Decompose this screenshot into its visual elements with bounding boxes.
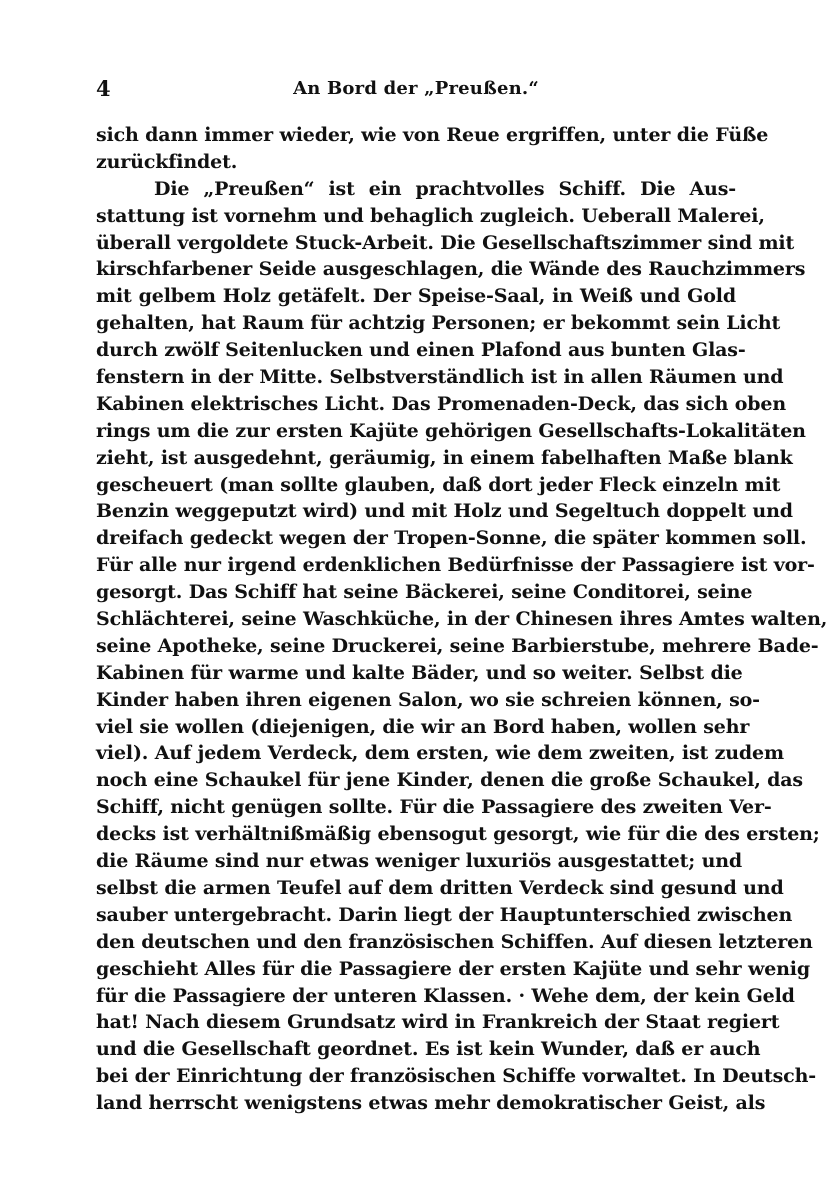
body-text — [96, 122, 828, 1117]
running-title: An Bord der „Preußen.“ — [293, 78, 539, 99]
text-line: Schlächterei, seine Waschküche, in der Chinesen ihres Amtes walten, — [96, 608, 828, 631]
text-line: die Räume sind nur etwas weniger luxuriös ausgestattet; und — [96, 850, 743, 873]
text-line: Kabinen elektrisches Licht. Das Promenaden-Deck, das sich oben — [96, 392, 787, 415]
text-line: für die Passagiere der unteren Klassen. · Wehe dem, der kein Geld — [96, 984, 795, 1007]
page-header — [96, 76, 736, 106]
text-line: rings um die zur ersten Kajüte gehörigen Gesellschafts-Lokalitäten — [96, 419, 806, 442]
text-line: viel). Auf jedem Verdeck, dem ersten, wie dem zweiten, ist zudem — [96, 742, 784, 765]
text-line: zieht, ist ausgedehnt, geräumig, in einem fabelhaften Maße blank — [96, 446, 793, 469]
text-line: Kabinen für warme und kalte Bäder, und so weiter. Selbst die — [96, 661, 743, 684]
text-line: Schiff, nicht genügen sollte. Für die Passagiere des zweiten Ver- — [96, 796, 772, 819]
text-line: geschieht Alles für die Passagiere der ersten Kajüte und sehr wenig — [96, 957, 811, 980]
text-line: sich dann immer wieder, wie von Reue ergriffen, unter die Füße — [96, 124, 769, 146]
text-line: Die „Preußen“ ist ein prachtvolles Schiff. Die Aus- — [154, 177, 736, 200]
text-line: sauber untergebracht. Darin liegt der Hauptunterschied zwischen — [96, 903, 793, 926]
text-line: gescheuert (man sollte glauben, daß dort jeder Fleck einzeln mit — [96, 473, 781, 496]
text-line: selbst die armen Teufel auf dem dritten Verdeck sind gesund und — [96, 876, 784, 899]
text-line: hat! Nach diesem Grundsatz wird in Frankreich der Staat regiert — [96, 1011, 780, 1034]
text-line: bei der Einrichtung der französischen Schiffe vorwaltet. In Deutsch- — [96, 1065, 817, 1088]
text-line: den deutschen und den französischen Schiffen. Auf diesen letzteren — [96, 930, 813, 953]
text-line: dreifach gedeckt wegen der Tropen-Sonne, die später kommen soll. — [96, 527, 807, 550]
text-line: mit gelbem Holz getäfelt. Der Speise-Saal, in Weiß und Gold — [96, 285, 736, 308]
text-line: Benzin weggeputzt wird) und mit Holz und Segeltuch doppelt und — [96, 500, 793, 523]
text-line: kirschfarbener Seide ausgeschlagen, die Wände des Rauchzimmers — [96, 258, 806, 281]
text-line: land herrscht wenigstens etwas mehr demokratischer Geist, als — [96, 1092, 766, 1115]
text-line: decks ist verhältnißmäßig ebensogut gesorgt, wie für die des ersten; — [96, 823, 820, 846]
text-line: fenstern in der Mitte. Selbstverständlich ist in allen Räumen und — [96, 366, 784, 389]
text-line: zurückfindet. — [96, 150, 238, 173]
text-line: gesorgt. Das Schiff hat seine Bäckerei, seine Conditorei, seine — [96, 581, 753, 604]
text-line: und die Gesellschaft geordnet. Es ist kein Wunder, daß er auch — [96, 1038, 761, 1061]
text-line: Für alle nur irgend erdenklichen Bedürfnisse der Passagiere ist vor- — [96, 554, 815, 577]
text-line: überall vergoldete Stuck-Arbeit. Die Gesellschaftszimmer sind mit — [96, 231, 795, 254]
page-number: 4 — [96, 76, 111, 101]
text-line: seine Apotheke, seine Druckerei, seine Barbierstube, mehrere Bade- — [96, 634, 819, 657]
text-line: noch eine Schaukel für jene Kinder, denen die große Schaukel, das — [96, 769, 803, 792]
text-line: gehalten, hat Raum für achtzig Personen; er bekommt sein Licht — [96, 312, 781, 335]
text-line: Kinder haben ihren eigenen Salon, wo sie schreien können, so- — [96, 688, 760, 711]
text-line: viel sie wollen (diejenigen, die wir an Bord haben, wollen sehr — [96, 715, 750, 738]
text-line: durch zwölf Seitenlucken und einen Plafond aus bunten Glas- — [96, 339, 746, 362]
text-line: stattung ist vornehm und behaglich zugleich. Ueberall Malerei, — [96, 204, 765, 227]
